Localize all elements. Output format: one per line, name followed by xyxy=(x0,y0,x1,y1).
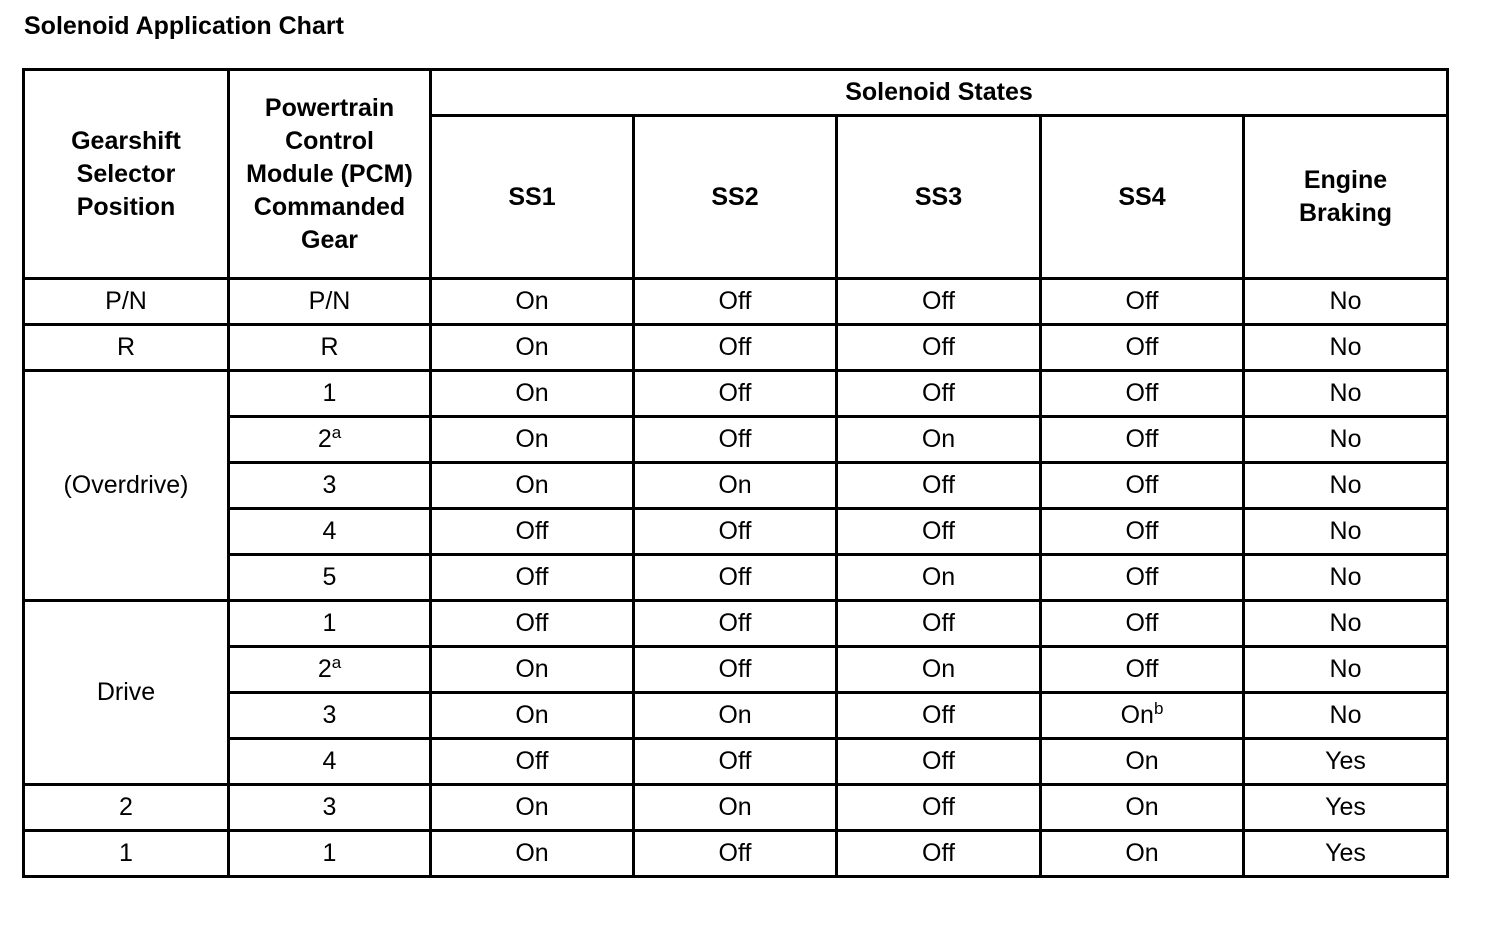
ss2-cell: On xyxy=(634,693,837,739)
header-selector-position: Gearshift Selector Position xyxy=(24,70,229,279)
cell-value: On xyxy=(1125,839,1159,867)
engine-braking-cell: No xyxy=(1244,693,1448,739)
ss3-cell: On xyxy=(837,555,1041,601)
table-body xyxy=(24,279,1448,877)
cell-value: Off xyxy=(1125,333,1159,361)
ss4-cell xyxy=(1041,693,1244,739)
ss3-cell: On xyxy=(837,417,1041,463)
selector-position-cell: Drive xyxy=(24,601,229,785)
ss4-cell xyxy=(1041,325,1244,371)
footnote-marker: a xyxy=(331,653,342,672)
ss2-cell: Off xyxy=(634,647,837,693)
header-ss2: SS2 xyxy=(634,116,837,279)
ss2-cell: Off xyxy=(634,279,837,325)
selector-position-cell: 1 xyxy=(24,831,229,877)
ss3-cell: Off xyxy=(837,785,1041,831)
commanded-gear-cell xyxy=(229,417,431,463)
ss2-cell: Off xyxy=(634,509,837,555)
cell-value: 4 xyxy=(322,747,337,775)
ss4-cell xyxy=(1041,555,1244,601)
cell-value: 3 xyxy=(322,471,337,499)
commanded-gear-cell xyxy=(229,693,431,739)
ss4-cell xyxy=(1041,417,1244,463)
cell-value: Off xyxy=(1125,655,1159,683)
ss1-cell: On xyxy=(431,279,634,325)
header-solenoid-states: Solenoid States xyxy=(431,70,1448,116)
commanded-gear-cell xyxy=(229,371,431,417)
cell-value: Off xyxy=(1125,517,1159,545)
cell-value: Off xyxy=(1125,379,1159,407)
commanded-gear-cell xyxy=(229,555,431,601)
cell-value: Off xyxy=(1125,287,1159,315)
ss1-cell: On xyxy=(431,785,634,831)
commanded-gear-cell xyxy=(229,509,431,555)
ss1-cell: On xyxy=(431,831,634,877)
ss3-cell: Off xyxy=(837,601,1041,647)
table-row xyxy=(24,371,1448,417)
engine-braking-cell: No xyxy=(1244,417,1448,463)
commanded-gear-cell xyxy=(229,831,431,877)
engine-braking-cell: Yes xyxy=(1244,739,1448,785)
ss4-cell xyxy=(1041,279,1244,325)
ss3-cell: Off xyxy=(837,509,1041,555)
ss4-cell xyxy=(1041,509,1244,555)
cell-value: 1 xyxy=(322,609,337,637)
ss2-cell: Off xyxy=(634,831,837,877)
engine-braking-cell: Yes xyxy=(1244,785,1448,831)
cell-value: On xyxy=(1125,793,1159,821)
cell-value: 1 xyxy=(322,839,337,867)
commanded-gear-cell xyxy=(229,647,431,693)
cell-value: 5 xyxy=(322,563,337,591)
ss3-cell: On xyxy=(837,647,1041,693)
ss2-cell: On xyxy=(634,463,837,509)
header-commanded-gear: Powertrain Control Module (PCM) Commanded Gear xyxy=(229,70,431,279)
header-ss1: SS1 xyxy=(431,116,634,279)
cell-value: 1 xyxy=(322,379,337,407)
footnote-marker: a xyxy=(331,423,342,442)
table-row xyxy=(24,463,1448,509)
table-row xyxy=(24,555,1448,601)
table-row xyxy=(24,279,1448,325)
ss1-cell: On xyxy=(431,325,634,371)
footnote-marker: b xyxy=(1153,699,1164,718)
ss2-cell: Off xyxy=(634,739,837,785)
ss4-cell xyxy=(1041,739,1244,785)
ss1-cell: Off xyxy=(431,509,634,555)
engine-braking-cell: No xyxy=(1244,509,1448,555)
ss2-cell: Off xyxy=(634,371,837,417)
engine-braking-cell: Yes xyxy=(1244,831,1448,877)
table-header xyxy=(24,70,1448,279)
engine-braking-cell: No xyxy=(1244,325,1448,371)
ss4-cell xyxy=(1041,785,1244,831)
engine-braking-cell: No xyxy=(1244,647,1448,693)
engine-braking-cell: No xyxy=(1244,601,1448,647)
selector-position-cell: (Overdrive) xyxy=(24,371,229,601)
ss2-cell: On xyxy=(634,785,837,831)
ss2-cell: Off xyxy=(634,417,837,463)
ss3-cell: Off xyxy=(837,831,1041,877)
cell-value: On xyxy=(1125,747,1159,775)
ss3-cell: Off xyxy=(837,739,1041,785)
cell-value: 2 xyxy=(317,655,332,683)
cell-value: Off xyxy=(1125,563,1159,591)
engine-braking-cell: No xyxy=(1244,555,1448,601)
ss1-cell: Off xyxy=(431,739,634,785)
ss3-cell: Off xyxy=(837,279,1041,325)
ss4-cell xyxy=(1041,831,1244,877)
header-ss3: SS3 xyxy=(837,116,1041,279)
ss3-cell: Off xyxy=(837,325,1041,371)
ss3-cell: Off xyxy=(837,463,1041,509)
ss1-cell: Off xyxy=(431,601,634,647)
ss2-cell: Off xyxy=(634,555,837,601)
cell-value: R xyxy=(320,333,339,361)
commanded-gear-cell xyxy=(229,463,431,509)
commanded-gear-cell xyxy=(229,325,431,371)
engine-braking-cell: No xyxy=(1244,463,1448,509)
commanded-gear-cell xyxy=(229,601,431,647)
engine-braking-cell: No xyxy=(1244,279,1448,325)
commanded-gear-cell xyxy=(229,785,431,831)
header-ss4: SS4 xyxy=(1041,116,1244,279)
cell-value: 4 xyxy=(322,517,337,545)
ss1-cell: On xyxy=(431,647,634,693)
ss4-cell xyxy=(1041,647,1244,693)
ss1-cell: On xyxy=(431,463,634,509)
commanded-gear-cell xyxy=(229,279,431,325)
ss1-cell: On xyxy=(431,417,634,463)
ss2-cell: Off xyxy=(634,601,837,647)
selector-position-cell: P/N xyxy=(24,279,229,325)
header-engine-braking: Engine Braking xyxy=(1244,116,1448,279)
ss3-cell: Off xyxy=(837,693,1041,739)
cell-value: P/N xyxy=(308,287,351,315)
chart-title: Solenoid Application Chart xyxy=(24,12,344,40)
table-row xyxy=(24,509,1448,555)
selector-position-cell: 2 xyxy=(24,785,229,831)
cell-value: 3 xyxy=(322,793,337,821)
cell-value: 2 xyxy=(317,425,332,453)
table-row xyxy=(24,739,1448,785)
cell-value: Off xyxy=(1125,425,1159,453)
solenoid-application-table xyxy=(22,68,1449,878)
table-row xyxy=(24,647,1448,693)
selector-position-cell: R xyxy=(24,325,229,371)
table-row xyxy=(24,831,1448,877)
table-row xyxy=(24,785,1448,831)
table-row xyxy=(24,693,1448,739)
ss2-cell: Off xyxy=(634,325,837,371)
ss4-cell xyxy=(1041,371,1244,417)
commanded-gear-cell xyxy=(229,739,431,785)
cell-value: Off xyxy=(1125,609,1159,637)
table-row xyxy=(24,417,1448,463)
cell-value: Off xyxy=(1125,471,1159,499)
ss4-cell xyxy=(1041,463,1244,509)
table-row xyxy=(24,601,1448,647)
ss1-cell: On xyxy=(431,371,634,417)
ss3-cell: Off xyxy=(837,371,1041,417)
ss1-cell: Off xyxy=(431,555,634,601)
table-row xyxy=(24,325,1448,371)
engine-braking-cell: No xyxy=(1244,371,1448,417)
cell-value: On xyxy=(1120,701,1154,729)
ss4-cell xyxy=(1041,601,1244,647)
cell-value: 3 xyxy=(322,701,337,729)
ss1-cell: On xyxy=(431,693,634,739)
